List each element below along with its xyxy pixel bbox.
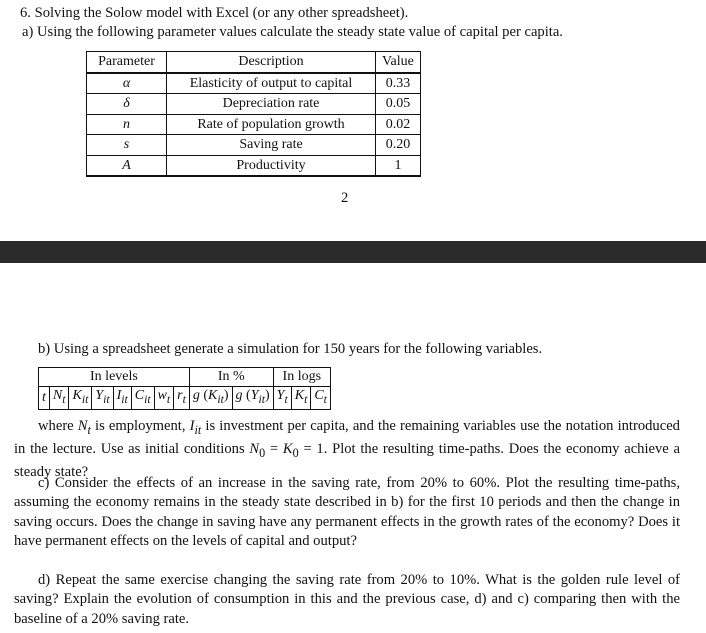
group-percent: In % — [189, 368, 273, 387]
paragraph-notation: where $N_t$ is employment, $I_{it}$ is investment per capita, and the remaining variables use the notation introduced in the lecture. Use as initial conditions $N_0 = K_0 = 1$. Plot the resulting time-paths. Does the economy achieve a steady state? — [14, 418, 680, 481]
group-logs: In logs — [273, 368, 330, 387]
table-row — [87, 155, 421, 176]
table-row — [87, 73, 421, 94]
param-value: 0.33 — [376, 73, 421, 94]
var-cell: $Y_t$ — [273, 387, 291, 410]
group-header-row — [39, 368, 331, 387]
param-description: Rate of population growth — [167, 114, 376, 135]
var-cell: g $(Y_{it})$ — [232, 387, 273, 410]
table-header-row — [87, 52, 421, 73]
param-value: 0.05 — [376, 94, 421, 115]
var-cell — [39, 387, 50, 410]
var-cell: $I_{it}$ — [113, 387, 131, 410]
group-levels: In levels — [39, 368, 190, 387]
variable-row — [39, 387, 331, 410]
param-symbol: α — [87, 73, 167, 94]
var-t: t — [42, 389, 46, 405]
var-cell: $C_t$ — [311, 387, 331, 410]
param-value: 0.02 — [376, 114, 421, 135]
param-symbol: A — [87, 155, 167, 176]
var-cell: $C_{it}$ — [131, 387, 154, 410]
page-number: 2 — [341, 190, 349, 206]
param-description: Saving rate — [167, 135, 376, 156]
param-description: Productivity — [167, 155, 376, 176]
header-parameter: Parameter — [87, 52, 167, 73]
paragraph-part-c: c) Consider the effects of an increase in the saving rate, from 20% to 60%. Plot the resulting time-paths, assuming the economy remains in the steady state described in b) for the first 10 periods and then the change in saving occurs. Does the change in saving have any permanent effects in the growth rates of the economy? Does it have permanent effects on the levels of capital and output? — [14, 475, 680, 549]
header-value: Value — [376, 52, 421, 73]
var-cell: $Y_{it}$ — [92, 387, 113, 410]
param-value: 0.20 — [376, 135, 421, 156]
header-description: Description — [167, 52, 376, 73]
var-cell: $N_t$ — [49, 387, 69, 410]
parameter-table — [86, 51, 421, 177]
param-symbol: s — [87, 135, 167, 156]
param-symbol: n — [87, 114, 167, 135]
var-cell: $r_t$ — [174, 387, 190, 410]
variables-table — [38, 367, 331, 410]
table-row — [87, 135, 421, 156]
table-row — [87, 114, 421, 135]
param-description: Elasticity of output to capital — [167, 73, 376, 94]
var-cell: g $(K_{it})$ — [189, 387, 232, 410]
part-b-text: b) Using a spreadsheet generate a simulation for 150 years for the following variables. — [38, 341, 543, 357]
var-cell: $K_t$ — [291, 387, 311, 410]
param-value: 1 — [376, 155, 421, 176]
paragraph-part-d: d) Repeat the same exercise changing the saving rate from 20% to 10%. What is the golden rule level of saving? Explain the evolution of consumption in this and the previous case, d) and c) comparing then with the baseline of a 20% saving rate. — [14, 572, 680, 627]
table-row — [87, 94, 421, 115]
param-description: Depreciation rate — [167, 94, 376, 115]
var-cell: $w_t$ — [154, 387, 174, 410]
param-symbol: δ — [87, 94, 167, 115]
part-a-text: a) Using the following parameter values calculate the steady state value of capital per capita. — [22, 24, 563, 40]
question-title: 6. Solving the Solow model with Excel (or any other spreadsheet). — [20, 5, 409, 21]
page-divider — [0, 241, 706, 263]
var-cell: $K_{it}$ — [69, 387, 92, 410]
